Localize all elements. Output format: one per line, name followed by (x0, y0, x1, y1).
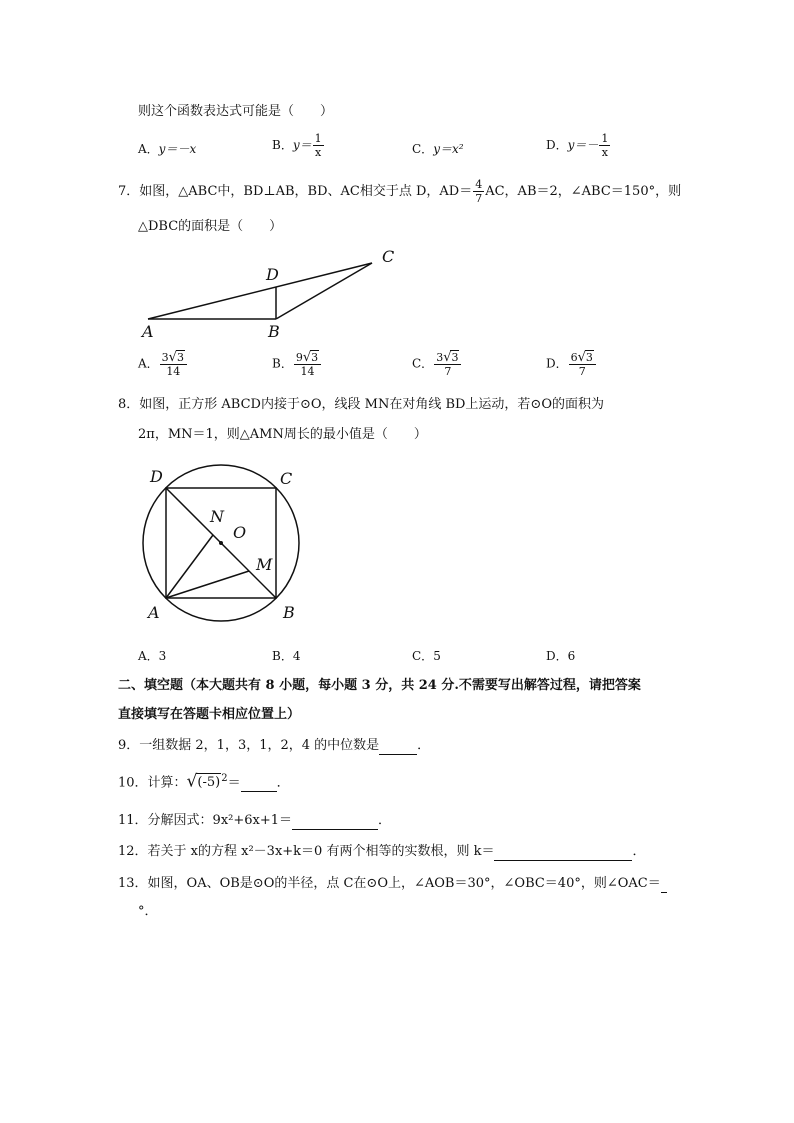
fraction: $\frac{4}{7}$ (475, 178, 483, 205)
q7-option-d: D． $\frac{6√3}{7}$ (546, 350, 597, 378)
answer-blank (292, 815, 378, 830)
segment-am (166, 571, 249, 598)
q6-option-d: D．y＝－ $\frac{1}{x}$ (546, 132, 609, 159)
q9: 9．一组数据 2，1，3，1，2，4 的中位数是 ． (118, 738, 431, 753)
q7-stem-line1: 7．如图，△ABC中，BD⊥AB，BD、AC相交于点 D，AD＝ $\frac{4}{7}$ AC，AB＝2，∠ABC＝150°，则 (118, 178, 682, 205)
segment-bc (276, 263, 372, 319)
fraction: $\frac{1}{x}$ (601, 132, 609, 159)
label-c: C (382, 247, 395, 266)
q6-option-c: C．y＝x² (412, 142, 464, 156)
answer-blank (494, 846, 632, 861)
q8-option-b: B．4 (272, 649, 301, 663)
segment-ac (148, 263, 372, 319)
q10: 10．计算：$√(-5)^2=$ ． (118, 771, 290, 792)
label-b: B (268, 322, 280, 341)
q6-option-a: A．y＝－x (138, 142, 197, 156)
center-o (219, 541, 223, 545)
q6-option-b: B．y＝ $\frac{1}{x}$ (272, 132, 322, 159)
q7-figure (140, 244, 420, 344)
q7-option-c: C． $\frac{3√3}{7}$ (412, 350, 462, 378)
q13: 13．如图，OA、OB是⊙O的半径，点 C在⊙O上，∠AOB＝30°，∠OBC＝40°，则∠OAC＝ (118, 875, 667, 893)
q8-stem-line1: 8．如图，正方形 ABCD内接于⊙O，线段 MN在对角线 BD上运动，若⊙O的面积为 (118, 397, 604, 412)
q8-option-d: D．6 (546, 649, 576, 663)
label-n: N (210, 507, 224, 526)
q12: 12．若关于 x的方程 x²－3x+k＝0 有两个相等的实数根，则 k＝ ． (118, 844, 646, 859)
label-c: C (280, 469, 293, 488)
q8-stem-line2: 2π，MN＝1，则△AMN周长的最小值是（ ） (138, 427, 427, 442)
section2-heading-line2: 直接填写在答题卡相应位置上） (118, 707, 301, 722)
label-d: D (266, 265, 279, 284)
answer-blank (241, 777, 277, 792)
q7-stem-line2: △DBC的面积是（ ） (138, 219, 283, 234)
q8-option-a: A．3 (138, 649, 167, 663)
answer-blank (379, 740, 417, 755)
label-o: O (233, 523, 247, 542)
q7-option-b: B． $\frac{9√3}{14}$ (272, 350, 322, 378)
label-d: D (150, 467, 163, 486)
q7-option-a: A． $\frac{3√3}{14}$ (138, 350, 188, 378)
fraction: $\frac{1}{x}$ (314, 132, 322, 159)
q8-option-c: C．5 (412, 649, 441, 663)
segment-an (166, 535, 213, 598)
label-m: M (256, 555, 273, 574)
q13-line2: °． (138, 904, 158, 919)
q8-figure (138, 460, 328, 635)
label-a: A (142, 322, 154, 341)
label-a: A (148, 603, 160, 622)
q6-stem-tail: 则这个函数表达式可能是（ ） (138, 104, 334, 119)
q11: 11．分解因式：9x²+6x+1＝ ． (118, 813, 392, 828)
label-b: B (283, 603, 295, 622)
answer-blank (661, 878, 667, 893)
section2-heading-line1: 二、填空题（本大题共有 8 小题，每小题 3 分，共 24 分.不需要写出解答过程，请把答案 (118, 678, 641, 693)
